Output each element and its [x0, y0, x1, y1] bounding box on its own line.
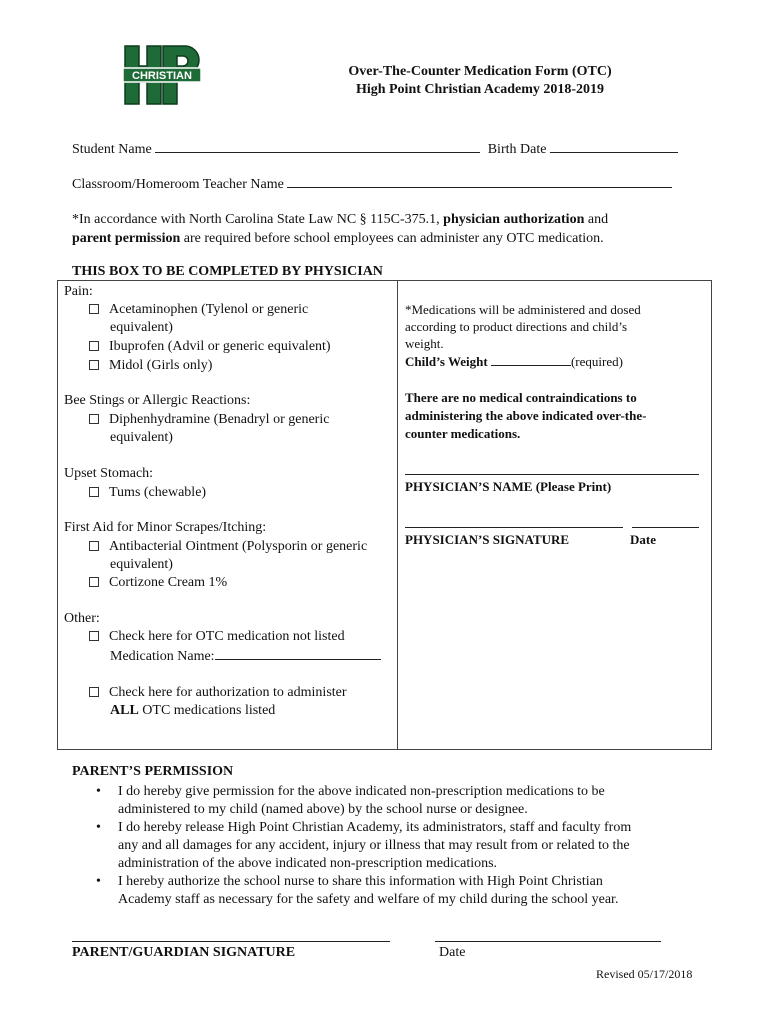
antibacterial-label: Antibacterial Ointment (Polysporin or generic — [109, 539, 368, 554]
dose-note-2: according to product directions and child’s — [405, 319, 628, 334]
checkbox-icon — [89, 577, 99, 587]
checkbox-all-otc[interactable] — [89, 684, 347, 702]
teacher-field[interactable] — [287, 175, 672, 188]
medication-name-field[interactable] — [215, 647, 381, 660]
checkbox-antibacterial[interactable] — [89, 538, 367, 556]
midol-label: Midol (Girls only) — [109, 358, 213, 373]
checkbox-icon — [89, 631, 99, 641]
physician-date-label: Date — [630, 532, 656, 547]
checkbox-ibuprofen[interactable] — [89, 338, 331, 356]
permission-2-line-3: administration of the above indicated non-prescription medications. — [118, 856, 498, 871]
form-subtitle: High Point Christian Academy 2018-2019 — [355, 82, 605, 97]
parent-date-line[interactable] — [435, 941, 661, 942]
notice-text-3: are required before school employees can administer any OTC medication. — [180, 231, 604, 246]
checkbox-icon — [89, 487, 99, 497]
permission-2-line-1: • I do hereby release High Point Christian Academy, its administrators, staff and faculty from — [118, 820, 632, 835]
cortizone-label: Cortizone Cream 1% — [109, 575, 228, 590]
teacher-row — [72, 175, 672, 193]
checkbox-icon — [89, 341, 99, 351]
logo-text: CHRISTIAN — [132, 70, 192, 82]
student-name-field[interactable] — [155, 140, 480, 153]
tums-label: Tums (chewable) — [109, 485, 207, 500]
checkbox-icon — [89, 304, 99, 314]
contra-1: There are no medical contraindications to — [405, 390, 637, 405]
acetaminophen-label: Acetaminophen (Tylenol or generic — [109, 302, 309, 317]
hpca-logo-icon — [122, 44, 202, 106]
contra-3: counter medications. — [405, 426, 521, 441]
checkbox-tums[interactable] — [89, 484, 206, 502]
checkbox-acetaminophen[interactable] — [89, 301, 308, 319]
all-otc-label: Check here for authorization to administer — [109, 685, 347, 700]
all-otc-label-cont — [110, 702, 275, 720]
permission-3-line-1: • I hereby authorize the school nurse to share this information with High Point Christian — [118, 874, 603, 889]
notice-text-2: and — [584, 212, 609, 227]
parent-permission-heading: PARENT’S PERMISSION — [72, 764, 234, 779]
child-weight-label: Child’s Weight — [405, 354, 488, 369]
checkbox-not-listed[interactable] — [89, 628, 345, 646]
not-listed-label: Check here for OTC medication not listed — [109, 629, 345, 644]
weight-required: (required) — [570, 354, 623, 369]
stomach-label: Upset Stomach: — [64, 466, 154, 481]
checkbox-icon — [89, 360, 99, 370]
permission-item — [92, 783, 692, 819]
medication-name-label: Medication Name: — [110, 649, 215, 664]
physician-signature-line[interactable] — [405, 527, 623, 528]
parent-signature-label: PARENT/GUARDIAN SIGNATURE — [72, 945, 296, 960]
parent-date-label: Date — [439, 945, 466, 960]
physician-name-label: PHYSICIAN’S NAME (Please Print) — [405, 479, 612, 494]
checkbox-icon — [89, 414, 99, 424]
birth-date-label: Birth Date — [487, 142, 547, 157]
ibuprofen-label: Ibuprofen (Advil or generic equivalent) — [109, 339, 331, 354]
antibacterial-label-cont: equivalent) — [110, 557, 173, 572]
student-name-label: Student Name — [72, 142, 152, 157]
teacher-label: Classroom/Homeroom Teacher Name — [72, 177, 284, 192]
physician-box-heading: THIS BOX TO BE COMPLETED BY PHYSICIAN — [72, 264, 383, 279]
permission-2-line-2: any and all damages for any accident, injury or illness that may result from or related to the — [118, 838, 630, 853]
physician-date-line[interactable] — [632, 527, 699, 528]
contra-2: administering the above indicated over-the- — [405, 408, 647, 423]
form-title: Over-The-Counter Medication Form (OTC) — [348, 64, 612, 79]
permission-1-line-2: administered to my child (named above) by the school nurse or designee. — [118, 802, 528, 817]
permission-list — [92, 783, 692, 909]
revised-date: Revised 05/17/2018 — [596, 967, 693, 981]
stings-label: Bee Stings or Allergic Reactions: — [64, 393, 251, 408]
diphenhydramine-label: Diphenhydramine (Benadryl or generic — [109, 412, 330, 427]
checkbox-cortizone[interactable] — [89, 574, 227, 592]
child-weight-field[interactable] — [491, 353, 571, 366]
notice-text-1: *In accordance with North Carolina State Law NC § 115C-375.1, — [72, 212, 444, 227]
birth-date-field[interactable] — [550, 140, 678, 153]
student-name-row — [72, 140, 678, 158]
notice-bold-2: parent permission — [72, 231, 181, 246]
notice-bold-1: physician authorization — [443, 212, 585, 227]
permission-item — [92, 819, 692, 873]
physician-name-line[interactable] — [405, 474, 699, 475]
parent-signature-line[interactable] — [72, 941, 390, 942]
physician-signature-label: PHYSICIAN’S SIGNATURE — [405, 532, 570, 547]
checkbox-icon — [89, 687, 99, 697]
dose-note-1: *Medications will be administered and dosed — [405, 302, 641, 317]
acetaminophen-label-cont: equivalent) — [110, 320, 173, 335]
checkbox-diphenhydramine[interactable] — [89, 411, 329, 429]
permission-item — [92, 873, 692, 909]
medication-name-row — [110, 647, 381, 666]
other-label: Other: — [64, 611, 100, 626]
legal-notice — [72, 210, 712, 248]
all-otc-rest: OTC medications listed — [138, 703, 276, 718]
checkbox-icon — [89, 541, 99, 551]
pain-label: Pain: — [64, 284, 93, 299]
checkbox-midol[interactable] — [89, 357, 212, 375]
firstaid-label: First Aid for Minor Scrapes/Itching: — [64, 520, 267, 535]
all-bold: ALL — [110, 703, 139, 718]
physician-box-divider — [397, 280, 398, 750]
child-weight-row — [405, 353, 623, 371]
permission-3-line-2: Academy staff as necessary for the safety and welfare of my child during the school year. — [118, 892, 619, 907]
permission-1-line-1: • I do hereby give permission for the above indicated non-prescription medications to be — [118, 784, 605, 799]
school-logo — [122, 44, 202, 106]
diphenhydramine-label-cont: equivalent) — [110, 430, 173, 445]
dose-note-3: weight. — [405, 336, 444, 351]
